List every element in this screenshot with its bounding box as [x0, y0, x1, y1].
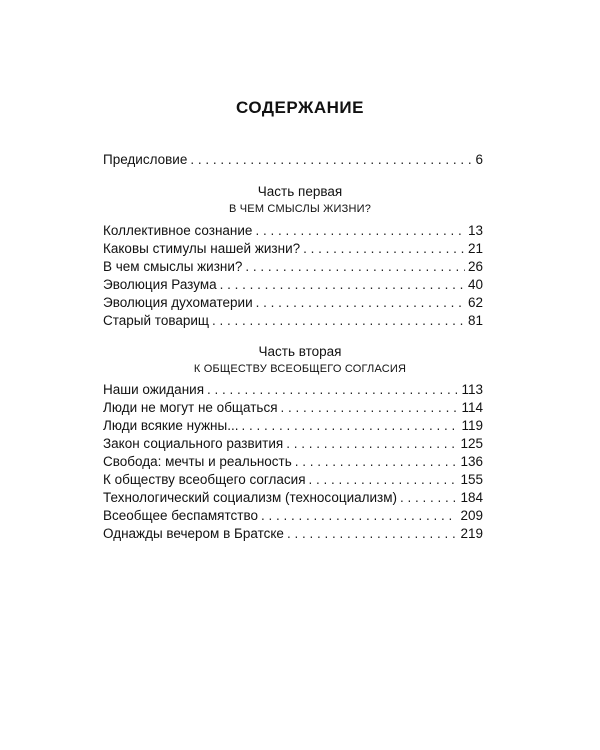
toc-entry	[103, 295, 483, 315]
toc-entry	[103, 418, 483, 438]
toc-entry-page: 62	[467, 295, 483, 310]
toc-entry-label: К обществу всеобщего согласия	[103, 472, 306, 487]
dot-leader	[245, 259, 465, 274]
dot-leader	[190, 152, 472, 167]
dot-leader	[295, 454, 458, 469]
toc-entry-label: Эволюция Разума	[103, 277, 217, 292]
toc-entry-page: 125	[460, 436, 483, 451]
toc-entry-page: 40	[467, 277, 483, 292]
part-two-heading: Часть вторая	[258, 344, 342, 359]
toc-entry-label: Всеобщее беспамятство	[103, 508, 258, 523]
dot-leader	[256, 295, 465, 310]
toc-entry	[103, 400, 483, 420]
toc-entry-label: Эволюция духоматерии	[103, 295, 253, 310]
toc-entry-page: 13	[467, 223, 483, 238]
toc-entry-page: 113	[461, 382, 483, 397]
toc-entry-page: 119	[461, 418, 483, 433]
toc-entry-page: 136	[460, 454, 483, 469]
toc-entry	[103, 223, 483, 243]
toc-entry	[103, 490, 483, 510]
dot-leader	[241, 418, 458, 433]
toc-entry-page: 209	[460, 508, 483, 523]
dot-leader	[286, 436, 457, 451]
toc-entry-page: 155	[460, 472, 483, 487]
toc-entry-label: Коллективное сознание	[103, 223, 253, 238]
toc-entry	[103, 436, 483, 456]
toc-entry	[103, 454, 483, 474]
toc-entry-page: 114	[461, 400, 483, 415]
toc-entry-page: 219	[460, 526, 483, 541]
toc-entry	[103, 526, 483, 546]
dot-leader	[220, 277, 465, 292]
toc-entry-page: 184	[460, 490, 483, 505]
dot-leader	[309, 472, 458, 487]
part-two-subtitle: К ОБЩЕСТВУ ВСЕОБЩЕГО СОГЛАСИЯ	[193, 363, 407, 375]
toc-entry	[103, 313, 483, 333]
dot-leader	[261, 508, 458, 523]
toc-entry	[103, 277, 483, 297]
dot-leader	[400, 490, 457, 505]
toc-entry-label: Свобода: мечты и реальность	[103, 454, 292, 469]
toc-entry	[103, 241, 483, 261]
toc-entry-label: Старый товарищ	[103, 313, 210, 328]
page-title: СОДЕРЖАНИЕ	[236, 98, 364, 117]
dot-leader	[303, 241, 465, 256]
toc-entry-label: Люди не могут не общаться	[103, 400, 278, 415]
toc-entry	[103, 508, 483, 528]
dot-leader	[207, 382, 458, 397]
dot-leader	[287, 526, 458, 541]
part-one-heading: Часть первая	[257, 184, 343, 199]
toc-entry	[103, 259, 483, 279]
toc-entry-label: Люди всякие нужны...	[103, 418, 239, 433]
dot-leader	[212, 313, 465, 328]
toc-entry-label: Каковы стимулы нашей жизни?	[103, 241, 301, 256]
toc-entry-label: Технологический социализм (техносоциализм)	[103, 490, 398, 505]
toc-entry-page: 26	[467, 259, 483, 274]
toc-entry	[103, 472, 483, 492]
toc-entry-label: Предисловие	[103, 152, 188, 167]
dot-leader	[281, 400, 459, 415]
dot-leader	[255, 223, 465, 238]
toc-entry-label: В чем смыслы жизни?	[103, 259, 243, 274]
toc-entry-preface	[103, 152, 483, 172]
toc-entry-label: Однажды вечером в Братске	[103, 526, 284, 541]
toc-entry	[103, 382, 483, 402]
toc-entry-label: Закон социального развития	[103, 436, 284, 451]
toc-entry-label: Наши ожидания	[103, 382, 204, 397]
toc-entry-page: 81	[467, 313, 483, 328]
toc-entry-page: 21	[467, 241, 483, 256]
toc-entry-page: 6	[475, 152, 483, 167]
part-one-subtitle: В ЧЕМ СМЫСЛЫ ЖИЗНИ?	[228, 203, 372, 215]
